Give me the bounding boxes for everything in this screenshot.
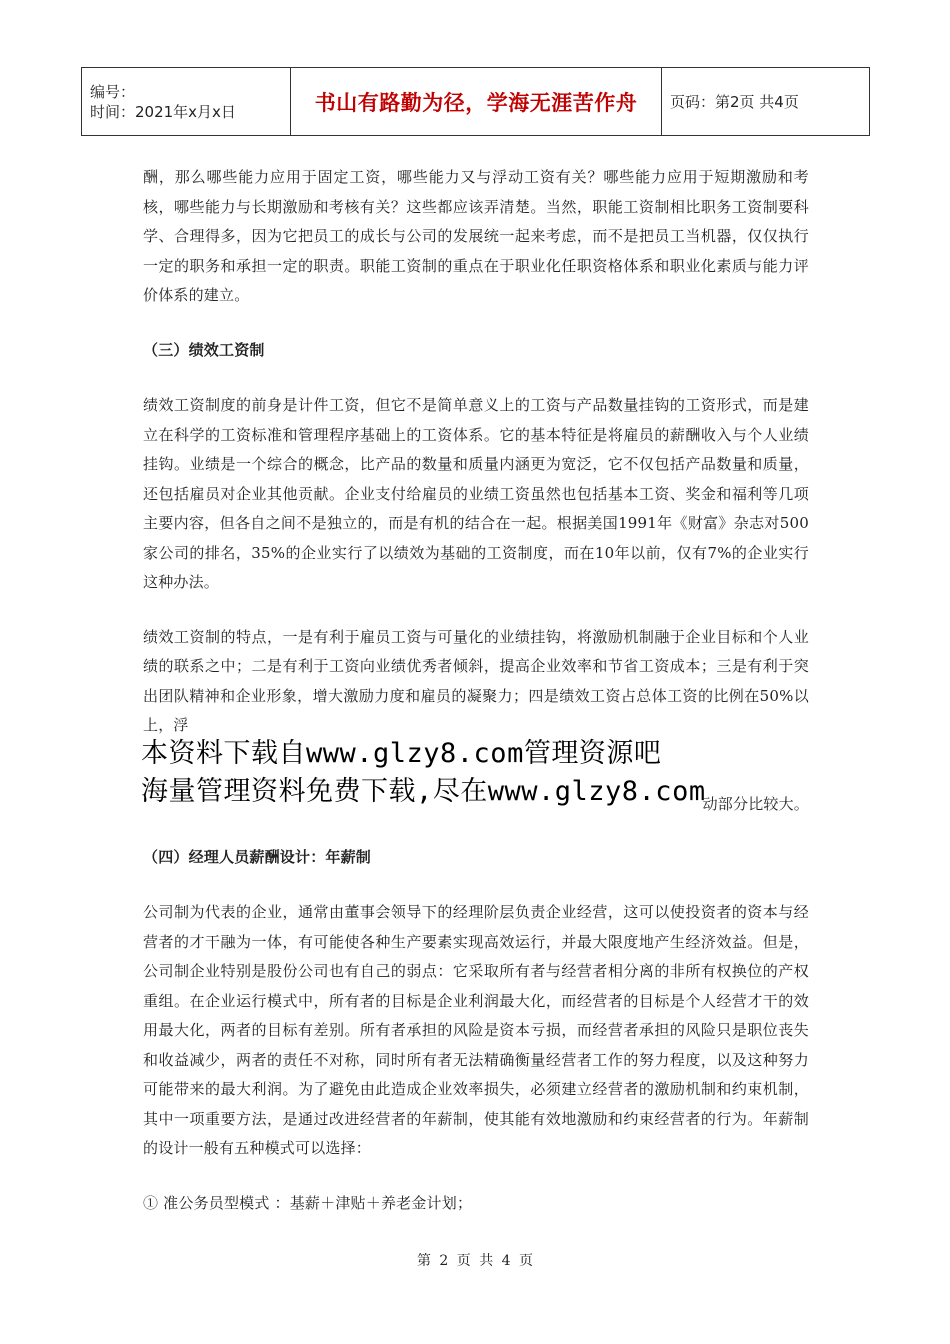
header-page-number: 页码：第2页 共4页 [662, 68, 870, 136]
paragraph: 绩效工资制的特点，一是有利于雇员工资与可量化的业绩挂钩，将激励机制融于企业目标和个人业绩的联系之中；二是有利于工资向业绩优秀者倾斜，提高企业效率和节省工资成本；三是有利于突出团队精神和企业形象，增大激励力度和雇员的凝聚力；四是绩效工资占总体工资的比例在50%以上，浮 [143, 627, 809, 734]
paragraph-tail: 动部分比较大。 [702, 794, 809, 813]
header-motto-cell [291, 68, 662, 136]
ad-line-1: 本资料下载自www.glzy8.com管理资源吧 [141, 737, 662, 769]
header-motto: 书山有路勤为径，学海无涯苦作舟 [314, 90, 638, 115]
list-item: ① 准公务员型模式 ：基薪＋津贴＋养老金计划； [143, 1193, 473, 1212]
document-body [143, 163, 809, 1243]
ad-line-2: 海量管理资料免费下载,尽在www.glzy8.com [141, 775, 706, 807]
page-footer: 第 2 页 共 4 页 [416, 1253, 534, 1269]
paragraph: 酬，那么哪些能力应用于固定工资，哪些能力又与浮动工资有关？哪些能力应用于短期激励和考核，哪些能力与长期激励和考核有关？这些都应该弄清楚。当然，职能工资制相比职务工资制要科学、合理得多，因为它把员工的成长与公司的发展统一起来考虑，而不是把员工当机器，仅仅执行一定的职务和承担一定的职责。职能工资制的重点在于职业化任职资格体系和职业化素质与能力评价体系的建立。 [143, 168, 809, 304]
paragraph: 公司制为代表的企业，通常由董事会领导下的经理阶层负责企业经营，这可以使投资者的资本与经营者的才干融为一体，有可能使各种生产要素实现高效运行，并最大限度地产生经济效益。但是，公司制企业特别是股份公司也有自己的弱点：它采取所有者与经营者相分离的非所有权换位的产权重组。在企业运行模式中，所有者的目标是企业利润最大化，而经营者的目标是个人经营才干的效用最大化，两者的目标有差别。所有者承担的风险是资本亏损，而经营者承担的风险只是职位丧失和收益减少，两者的责任不对称，同时所有者无法精确衡量经营者工作的努力程度，以及这种努力可能带来的最大利润。为了避免由此造成企业效率损失，必须建立经营者的激励机制和约束机制，其中一项重要方法，是通过改进经营者的年薪制，使其能有效地激励和约束经营者的行为。年薪制的设计一般有五种模式可以选择： [143, 903, 809, 1157]
page-header [81, 67, 870, 136]
section-heading-3: （三）绩效工资制 [143, 340, 265, 359]
section-heading-4: （四）经理人员薪酬设计：年薪制 [143, 847, 372, 866]
ad-banner [141, 735, 809, 815]
document-number: 编号： [90, 82, 136, 101]
document-date: 时间：2021年x月x日 [90, 102, 236, 121]
paragraph: 绩效工资制度的前身是计件工资，但它不是简单意义上的工资与产品数量挂钩的工资形式，而是建立在科学的工资标准和管理程序基础上的工资体系。它的基本特征是将雇员的薪酬收入与个人业绩挂钩。业绩是一个综合的概念，比产品的数量和质量内涵更为宽泛，它不仅包括产品数量和质量，还包括雇员对企业其他贡献。企业支付给雇员的业绩工资虽然也包括基本工资、奖金和福利等几项主要内容，但各自之间不是独立的，而是有机的结合在一起。根据美国1991年《财富》杂志对500家公司的排名，35%的企业实行了以绩效为基础的工资制度，而在10年以前，仅有7%的企业实行这种办法。 [143, 396, 809, 591]
header-meta [82, 68, 291, 136]
